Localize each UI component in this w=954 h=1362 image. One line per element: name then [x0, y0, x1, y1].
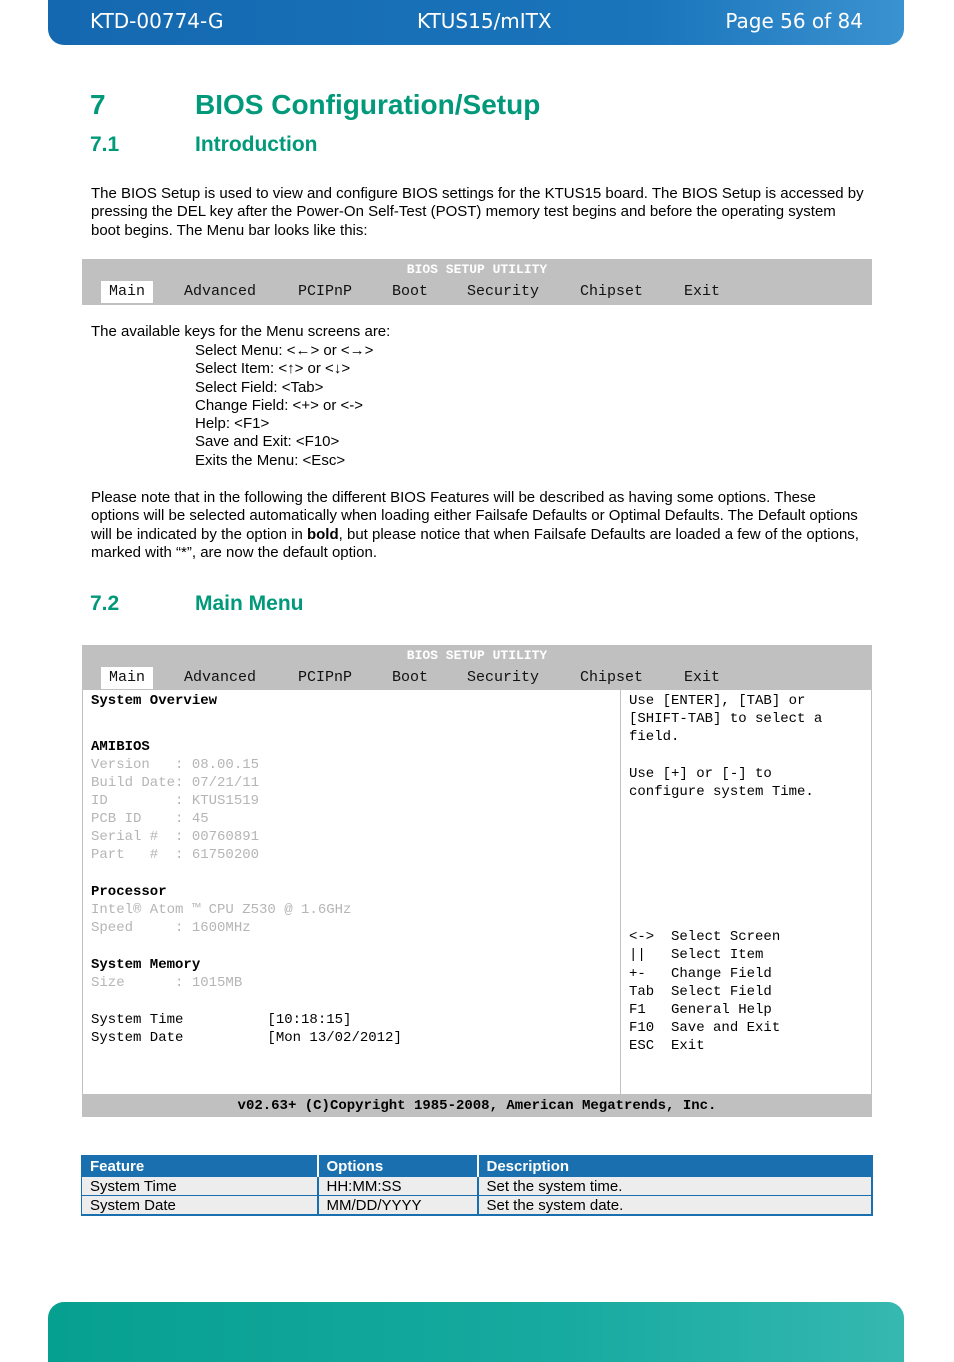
page-header	[48, 0, 904, 45]
menu-exit[interactable]: Exit	[684, 669, 721, 686]
col-options: Options	[318, 1156, 478, 1177]
cell-feature: System Date	[82, 1196, 318, 1216]
menu-main[interactable]: Main	[101, 281, 153, 303]
help-line: [SHIFT-TAB] to select a	[629, 711, 823, 727]
keys-intro: The available keys for the Menu screens are:	[91, 323, 391, 340]
defaults-note	[91, 489, 866, 562]
menu-chipset[interactable]: Chipset	[580, 669, 644, 686]
col-description: Description	[478, 1156, 873, 1177]
memory-size: Size : 1015MB	[91, 975, 243, 991]
table-row	[82, 1177, 873, 1196]
menu-security[interactable]: Security	[467, 669, 540, 686]
chapter-number: 7	[90, 89, 106, 120]
help-line: Use [+] or [-] to	[629, 766, 772, 782]
cell-description: Set the system date.	[478, 1196, 873, 1216]
table-row	[82, 1196, 873, 1216]
legend-exit: ESC Exit	[629, 1038, 705, 1054]
bios-main-screen	[82, 690, 872, 1095]
part-number: Part # : 61750200	[91, 847, 260, 863]
legend-select-screen: <-> Select Screen	[629, 929, 781, 945]
doc-id: KTD-00774-G	[90, 9, 224, 33]
bios-build-date: Build Date: 07/21/11	[91, 775, 260, 791]
note-text-2: , but please notice that when Failsafe Defaults are loaded a few of the options, marked with “*”, are now the default option.	[91, 525, 859, 561]
menu-boot[interactable]: Boot	[392, 283, 429, 300]
menu-chipset[interactable]: Chipset	[580, 283, 644, 300]
feature-table	[81, 1155, 873, 1216]
menu-main[interactable]: Main	[101, 667, 153, 689]
help-line: Use [ENTER], [TAB] or	[629, 693, 806, 709]
menu-boot[interactable]: Boot	[392, 669, 429, 686]
page-number: Page 56 of 84	[725, 9, 863, 33]
panel-divider	[620, 690, 621, 1094]
key-exit-menu: Exits the Menu: <Esc>	[195, 451, 346, 469]
cpu-speed: Speed : 1600MHz	[91, 920, 251, 936]
legend-save-exit: F10 Save and Exit	[629, 1020, 781, 1036]
bios-menu	[82, 281, 872, 303]
serial-number: Serial # : 00760891	[91, 829, 260, 845]
menu-pcipnp[interactable]: PCIPnP	[298, 283, 353, 300]
cell-description: Set the system time.	[478, 1177, 873, 1196]
page-footer	[48, 1302, 904, 1362]
intro-paragraph: The BIOS Setup is used to view and configure BIOS settings for the KTUS15 board. The BIOS Setup is accessed by pressing the DEL key after the Power-On Self-Test (POST) memory test begins and before the operating system boot begins. The Menu bar looks like this:	[91, 185, 864, 239]
menu-security[interactable]: Security	[467, 283, 540, 300]
menu-exit[interactable]: Exit	[684, 283, 721, 300]
menu-advanced[interactable]: Advanced	[184, 283, 257, 300]
bios-id: ID : KTUS1519	[91, 793, 260, 809]
section-number: 7.2	[90, 592, 120, 615]
bios-menu-bar-preview	[82, 259, 872, 305]
col-feature: Feature	[82, 1156, 318, 1177]
help-line: configure system Time.	[629, 784, 814, 800]
bios-menu-bar	[82, 645, 872, 691]
bios-menu	[82, 667, 872, 689]
legend-select-field: Tab Select Field	[629, 984, 772, 1000]
key-select-field: Select Field: <Tab>	[195, 378, 324, 396]
key-select-menu: Select Menu: <←> or <→>	[195, 342, 374, 359]
section-title: Main Menu	[195, 592, 304, 615]
legend-select-item: || Select Item	[629, 947, 764, 963]
cell-feature: System Time	[82, 1177, 318, 1196]
bios-version: Version : 08.00.15	[91, 757, 260, 773]
system-date-field[interactable]: System Date [Mon 13/02/2012]	[91, 1030, 402, 1046]
system-time-field[interactable]: System Time [10:18:15]	[91, 1012, 352, 1028]
table-header-row	[82, 1156, 873, 1177]
note-text-1: Please note that in the following the different BIOS Features will be described as having some options. These options will be selected automatically when loading either Failsafe Defaults or Optimal Defaults. The Default options will be indicated by the option in	[91, 489, 858, 543]
key-help: Help: <F1>	[195, 415, 270, 433]
legend-general-help: F1 General Help	[629, 1002, 772, 1018]
product-name: KTUS15/mITX	[417, 9, 552, 33]
key-save-exit: Save and Exit: <F10>	[195, 433, 340, 451]
processor-heading: Processor	[91, 884, 167, 900]
help-line: field.	[629, 729, 680, 745]
cell-options: HH:MM:SS	[318, 1177, 478, 1196]
key-select-item: Select Item: <↑> or <↓>	[195, 360, 351, 378]
bios-copyright: v02.63+ (C)Copyright 1985-2008, American Megatrends, Inc.	[82, 1095, 872, 1117]
cpu-name: Intel® Atom ™ CPU Z530 @ 1.6GHz	[91, 902, 352, 918]
section-number: 7.1	[90, 133, 120, 156]
bios-title: BIOS SETUP UTILITY	[406, 262, 548, 277]
system-overview-heading: System Overview	[91, 693, 218, 709]
keys-list	[195, 342, 373, 470]
system-memory-heading: System Memory	[91, 957, 201, 973]
amibios-heading: AMIBIOS	[91, 739, 150, 755]
menu-pcipnp[interactable]: PCIPnP	[298, 669, 353, 686]
bios-title: BIOS SETUP UTILITY	[406, 648, 548, 663]
note-bold: bold	[306, 525, 339, 543]
cell-options: MM/DD/YYYY	[318, 1196, 478, 1216]
section-title: Introduction	[195, 133, 318, 156]
key-change-field: Change Field: <+> or <->	[195, 396, 364, 414]
chapter-title: BIOS Configuration/Setup	[195, 89, 541, 120]
pcb-id: PCB ID : 45	[91, 811, 209, 827]
menu-advanced[interactable]: Advanced	[184, 669, 257, 686]
legend-change-field: +- Change Field	[629, 966, 772, 982]
